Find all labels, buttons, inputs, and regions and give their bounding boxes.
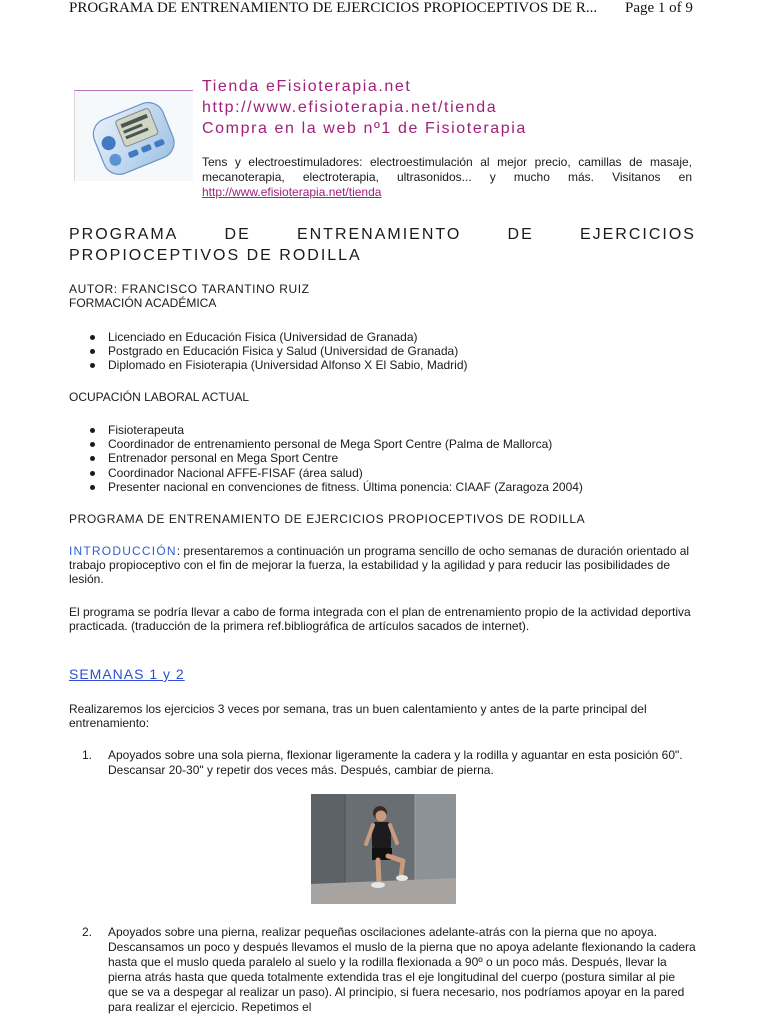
document-title-line2: PROPIOCEPTIVOS DE RODILLA [69,247,362,264]
author-line: AUTOR: FRANCISCO TARANTINO RUIZ [69,282,310,296]
ad-link-tagline[interactable]: Compra en la web nº1 de Fisioterapia [202,120,527,137]
list-item: Presenter nacional en convenciones de fitness. Última ponencia: CIAAF (Zaragoza 2004) [69,480,696,494]
exercise-text: Apoyados sobre una sola pierna, flexionar ligeramente la cadera y la rodilla y aguantar en esta posición 60". Descansar 20-30" y repetir dos veces más. Después, cambiar de pierna. [108,748,683,777]
exercise-number: 2. [82,925,93,939]
list-item: Diplomado en Fisioterapia (Universidad Alfonso X El Sabio, Madrid) [69,358,696,372]
ad-link-store[interactable]: Tienda eFisioterapia.net [202,78,412,95]
header-title: PROGRAMA DE ENTRENAMIENTO DE EJERCICIOS PROPIOCEPTIVOS DE R... [69,0,598,16]
exercise-photo [311,794,456,904]
introduction-paragraph [69,544,696,586]
weeks-heading-link[interactable]: SEMANAS 1 y 2 [69,666,185,682]
list-item: Coordinador Nacional AFFE-FISAF (área salud) [69,466,696,480]
ad-description-link[interactable]: http://www.efisioterapia.net/tienda [202,185,382,199]
page-header [0,0,768,20]
intro-label: INTRODUCCIÓN [69,544,177,558]
list-item: Fisioterapeuta [69,423,696,437]
list-item: Postgrado en Educación Fisica y Salud (Universidad de Granada) [69,344,696,358]
training-heading: FORMACIÓN ACADÉMICA [69,296,217,310]
program-paragraph: El programa se podría llevar a cabo de forma integrada con el plan de entrenamiento propio de la actividad deportiva practicada. (traducción de la primera ref.bibliográfica de artículos sacados de internet). [69,605,691,633]
title-word: PROGRAMA [69,226,179,243]
ad-description-text: Tens y electroestimuladores: electroestimulación al mejor precio, camillas de masaje, mecanoterapia, electroterapia, ultrasonidos... y mucho más. Visitanos en [202,155,692,184]
exercise-item [82,748,697,778]
exercise-number: 1. [82,748,93,762]
exercise-item [82,925,697,1015]
exercise-photo-illustration [311,794,456,904]
intro-text: : presentaremos a continuación un programa sencillo de ocho semanas de duración orientado al trabajo propioceptivo con el fin de mejorar la fuerza, la estabilidad y la agilidad y para reducir las posibilidades de lesión. [69,544,690,586]
ad-description [202,155,692,200]
document-title [69,224,696,266]
title-word: ENTRENAMIENTO [296,226,462,243]
training-list [69,330,696,373]
occupation-heading: OCUPACIÓN LABORAL ACTUAL [69,390,250,404]
document-title-line1 [69,224,696,245]
tens-device-image[interactable] [74,90,193,181]
program-heading: PROGRAMA DE ENTRENAMIENTO DE EJERCICIOS PROPIOCEPTIVOS DE RODILLA [69,512,586,526]
title-word: EJERCICIOS [579,226,696,243]
list-item: Entrenador personal en Mega Sport Centre [69,451,696,465]
ad-links [202,76,527,139]
exercise-text: Apoyados sobre una pierna, realizar pequeñas oscilaciones adelante-atrás con la pierna que no apoya. Descansamos un poco y después llevamos el muslo de la pierna que no apoya adelante flexionando la cadera hasta que el muslo queda paralelo al suelo y la rodilla flexionada a 90º o un poco más. Después, llevar la pierna atrás hasta que queda totalmente extendida tras el eje longitudinal del cuerpo (postura similar al pie que se va a despegar al realizar un paso). Al principio, si fuera necesario, nos podríamos apoyar en la pared para realizar el ejercicio. Repetimos el [108,925,696,1014]
title-word: DE [507,226,534,243]
list-item: Licenciado en Educación Fisica (Universidad de Granada) [69,330,696,344]
page-number: Page 1 of 9 [625,0,693,16]
title-word: DE [224,226,251,243]
weeks-intro: Realizaremos los ejercicios 3 veces por semana, tras un buen calentamiento y antes de la parte principal del entrenamiento: [69,702,647,730]
ad-link-url[interactable]: http://www.efisioterapia.net/tienda [202,99,498,116]
occupation-list [69,423,696,494]
tens-device-icon [75,91,193,181]
list-item: Coordinador de entrenamiento personal de Mega Sport Centre (Palma de Mallorca) [69,437,696,451]
